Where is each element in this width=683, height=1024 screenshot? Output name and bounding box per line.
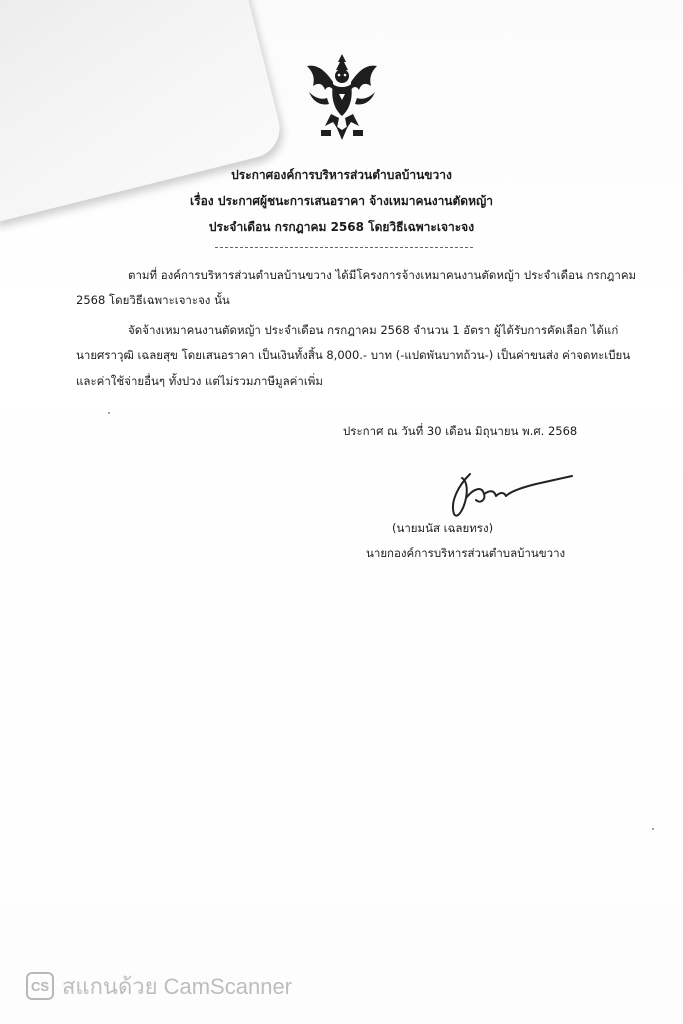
scan-speck [652,828,654,830]
announcement-date: ประกาศ ณ วันที่ 30 เดือน มิถุนายน พ.ศ. 2568 [343,424,578,438]
scan-speck [108,412,110,414]
signature-icon [440,468,580,520]
folded-corner [0,0,286,223]
announcement-title: ประกาศองค์การบริหารส่วนตำบลบ้านขวาง [231,168,452,182]
divider [215,247,473,248]
camscanner-logo-icon: CS [26,972,54,1000]
paragraph-1-line-1: ตามที่ องค์การบริหารส่วนตำบลบ้านขวาง ได้มีโครงการจ้างเหมาคนงานตัดหญ้า ประจำเดือน กรกฎาคม [128,268,637,282]
camscanner-watermark [26,970,292,1002]
paragraph-1-line-2: 2568 โดยวิธีเฉพาะเจาะจง นั้น [76,293,230,307]
watermark-text: สแกนด้วย CamScanner [62,973,293,999]
paragraph-2-line-1: จัดจ้างเหมาคนงานตัดหญ้า ประจำเดือน กรกฎาคม 2568 จำนวน 1 อัตรา ผู้ได้รับการคัดเลือก ได้แก่ [128,323,619,337]
paragraph-2-line-3: และค่าใช้จ่ายอื่นๆ ทั้งปวง แต่ไม่รวมภาษีมูลค่าเพิ่ม [76,374,323,388]
signatory-position: นายกองค์การบริหารส่วนตำบลบ้านขวาง [366,546,566,560]
paragraph-2-line-2: นายศราวุฒิ เฉลยสุข โดยเสนอราคา เป็นเงินทั้งสิ้น 8,000.- บาท (-แปดพันบาทถ้วน-) เป็นค่าขนส่ง ค่าจดทะเบียน [76,348,631,362]
signatory-name: (นายมนัส เฉลยทรง) [392,521,494,535]
announcement-subject: เรื่อง ประกาศผู้ชนะการเสนอราคา จ้างเหมาคนงานตัดหญ้า [190,194,493,208]
garuda-emblem-icon [303,52,381,142]
announcement-period: ประจำเดือน กรกฎาคม 2568 โดยวิธีเฉพาะเจาะจง [208,220,475,234]
